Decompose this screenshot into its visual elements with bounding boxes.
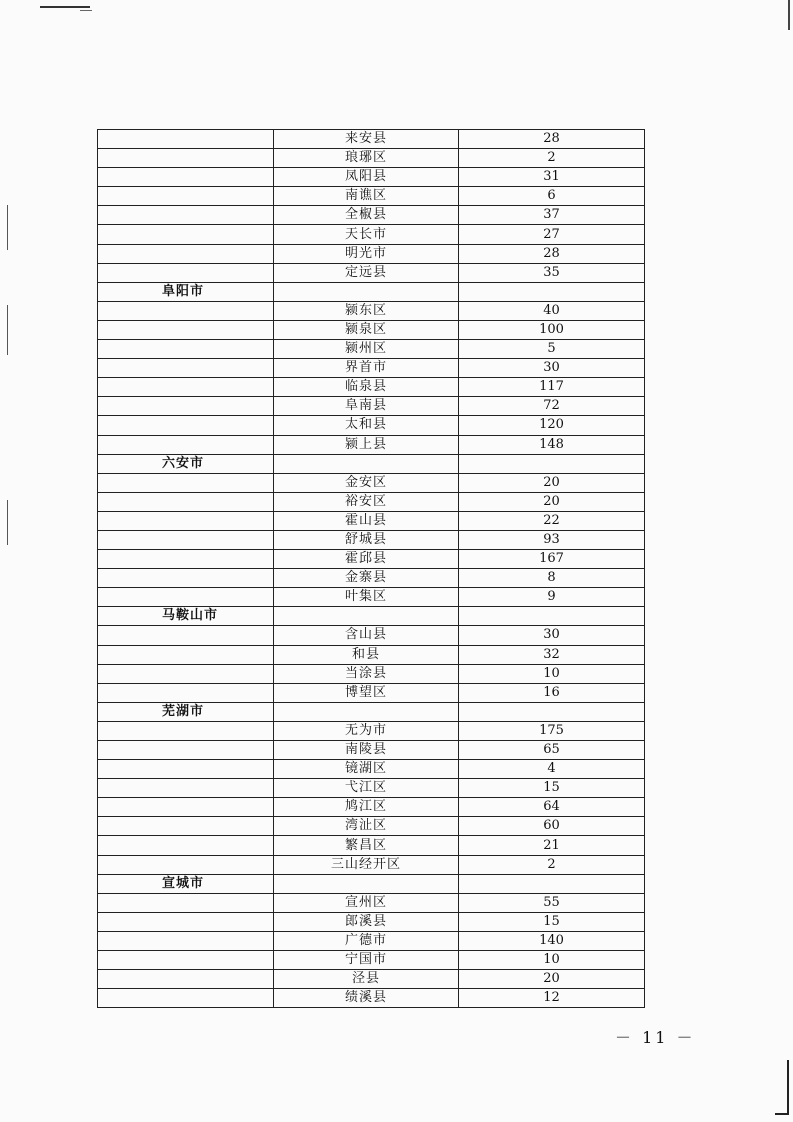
scan-mark	[80, 10, 92, 11]
table-row	[98, 817, 645, 836]
count-cell: 40	[459, 301, 645, 320]
city-name-cell	[98, 206, 274, 225]
count-cell: 20	[459, 970, 645, 989]
count-cell: 72	[459, 397, 645, 416]
city-name-cell	[98, 626, 274, 645]
county-name-cell	[274, 874, 459, 893]
city-name-cell	[98, 931, 274, 950]
table-row	[98, 664, 645, 683]
county-name-cell: 琅琊区	[274, 149, 459, 168]
table-row	[98, 721, 645, 740]
table-row	[98, 779, 645, 798]
table-row	[98, 588, 645, 607]
table-row	[98, 397, 645, 416]
table-row	[98, 244, 645, 263]
city-name-cell	[98, 492, 274, 511]
table-row	[98, 912, 645, 931]
county-name-cell: 全椒县	[274, 206, 459, 225]
table-row	[98, 340, 645, 359]
scan-mark	[787, 1060, 789, 1115]
county-table	[97, 129, 645, 1008]
county-name-cell: 霍山县	[274, 511, 459, 530]
table-row	[98, 378, 645, 397]
county-name-cell: 泾县	[274, 970, 459, 989]
county-name-cell: 宁国市	[274, 951, 459, 970]
table-row	[98, 626, 645, 645]
binding-mark	[7, 500, 8, 545]
county-name-cell: 太和县	[274, 416, 459, 435]
table-row	[98, 206, 645, 225]
table-row	[98, 989, 645, 1008]
city-name-cell	[98, 989, 274, 1008]
city-name-cell	[98, 263, 274, 282]
table-row	[98, 473, 645, 492]
county-name-cell: 裕安区	[274, 492, 459, 511]
table-row	[98, 492, 645, 511]
city-name-cell	[98, 397, 274, 416]
city-name-cell	[98, 187, 274, 206]
count-cell: 167	[459, 550, 645, 569]
city-name-cell	[98, 550, 274, 569]
table-row	[98, 951, 645, 970]
county-name-cell: 颍上县	[274, 435, 459, 454]
count-cell: 93	[459, 530, 645, 549]
table-row	[98, 187, 645, 206]
city-name-cell	[98, 473, 274, 492]
county-name-cell: 颍东区	[274, 301, 459, 320]
county-name-cell: 广德市	[274, 931, 459, 950]
count-cell	[459, 454, 645, 473]
count-cell: 117	[459, 378, 645, 397]
table-row	[98, 301, 645, 320]
table-row	[98, 416, 645, 435]
table-row	[98, 511, 645, 530]
county-name-cell: 凤阳县	[274, 168, 459, 187]
count-cell: 32	[459, 645, 645, 664]
binding-mark	[7, 305, 8, 355]
count-cell	[459, 874, 645, 893]
count-cell: 21	[459, 836, 645, 855]
binding-mark	[7, 205, 8, 250]
table-row	[98, 359, 645, 378]
count-cell: 4	[459, 760, 645, 779]
count-cell: 30	[459, 359, 645, 378]
count-cell: 8	[459, 569, 645, 588]
county-name-cell: 弋江区	[274, 779, 459, 798]
count-cell: 31	[459, 168, 645, 187]
city-name-cell	[98, 836, 274, 855]
county-name-cell	[274, 607, 459, 626]
county-name-cell: 定远县	[274, 263, 459, 282]
count-cell: 55	[459, 893, 645, 912]
city-name-cell	[98, 511, 274, 530]
city-name-cell	[98, 721, 274, 740]
count-cell: 27	[459, 225, 645, 244]
city-name-cell	[98, 149, 274, 168]
table-row	[98, 836, 645, 855]
city-name-cell	[98, 225, 274, 244]
county-name-cell: 舒城县	[274, 530, 459, 549]
county-name-cell: 和县	[274, 645, 459, 664]
count-cell: 148	[459, 435, 645, 454]
page-number: － 11 －	[615, 1028, 696, 1047]
table-row	[98, 741, 645, 760]
table-row	[98, 855, 645, 874]
count-cell: 100	[459, 320, 645, 339]
count-cell: 2	[459, 855, 645, 874]
table-row	[98, 530, 645, 549]
county-name-cell: 含山县	[274, 626, 459, 645]
county-name-cell	[274, 454, 459, 473]
city-name-cell	[98, 779, 274, 798]
count-cell: 28	[459, 130, 645, 149]
table-body	[98, 130, 645, 1008]
table-row	[98, 760, 645, 779]
count-cell: 120	[459, 416, 645, 435]
scan-mark	[775, 1113, 789, 1115]
city-row	[98, 702, 645, 721]
city-name-cell	[98, 244, 274, 263]
city-name-cell	[98, 664, 274, 683]
city-name-cell: 阜阳市	[98, 282, 274, 301]
table-row	[98, 263, 645, 282]
city-name-cell	[98, 130, 274, 149]
county-name-cell: 镜湖区	[274, 760, 459, 779]
county-name-cell: 界首市	[274, 359, 459, 378]
scan-mark	[40, 6, 90, 8]
count-cell: 140	[459, 931, 645, 950]
county-name-cell: 当涂县	[274, 664, 459, 683]
table-row	[98, 931, 645, 950]
table-row	[98, 798, 645, 817]
count-cell: 12	[459, 989, 645, 1008]
city-name-cell	[98, 760, 274, 779]
count-cell: 6	[459, 187, 645, 206]
count-cell	[459, 607, 645, 626]
city-name-cell	[98, 569, 274, 588]
county-name-cell: 三山经开区	[274, 855, 459, 874]
county-name-cell: 宣州区	[274, 893, 459, 912]
table-row	[98, 970, 645, 989]
count-cell: 64	[459, 798, 645, 817]
county-name-cell: 颍州区	[274, 340, 459, 359]
city-name-cell	[98, 817, 274, 836]
county-name-cell: 绩溪县	[274, 989, 459, 1008]
county-name-cell: 南谯区	[274, 187, 459, 206]
count-cell: 9	[459, 588, 645, 607]
city-name-cell	[98, 741, 274, 760]
count-cell: 60	[459, 817, 645, 836]
table-row	[98, 645, 645, 664]
county-name-cell: 无为市	[274, 721, 459, 740]
city-row	[98, 607, 645, 626]
county-name-cell: 霍邱县	[274, 550, 459, 569]
city-name-cell	[98, 530, 274, 549]
count-cell: 35	[459, 263, 645, 282]
city-name-cell: 马鞍山市	[98, 607, 274, 626]
table-row	[98, 225, 645, 244]
count-cell: 175	[459, 721, 645, 740]
count-cell: 22	[459, 511, 645, 530]
city-name-cell	[98, 416, 274, 435]
city-name-cell	[98, 951, 274, 970]
county-name-cell: 叶集区	[274, 588, 459, 607]
city-name-cell	[98, 378, 274, 397]
city-row	[98, 282, 645, 301]
county-name-cell: 来安县	[274, 130, 459, 149]
table-row	[98, 435, 645, 454]
city-name-cell	[98, 912, 274, 931]
county-name-cell: 湾沚区	[274, 817, 459, 836]
county-name-cell: 阜南县	[274, 397, 459, 416]
city-name-cell	[98, 320, 274, 339]
city-name-cell	[98, 798, 274, 817]
count-cell	[459, 282, 645, 301]
table-row	[98, 149, 645, 168]
count-cell: 20	[459, 492, 645, 511]
county-name-cell: 金寨县	[274, 569, 459, 588]
count-cell: 20	[459, 473, 645, 492]
count-cell: 65	[459, 741, 645, 760]
city-name-cell	[98, 340, 274, 359]
count-cell: 15	[459, 912, 645, 931]
county-name-cell: 金安区	[274, 473, 459, 492]
table-row	[98, 320, 645, 339]
table-row	[98, 130, 645, 149]
city-name-cell	[98, 645, 274, 664]
table-row	[98, 168, 645, 187]
table-row	[98, 550, 645, 569]
county-name-cell: 博望区	[274, 683, 459, 702]
table-row	[98, 683, 645, 702]
county-name-cell: 天长市	[274, 225, 459, 244]
county-name-cell: 明光市	[274, 244, 459, 263]
city-name-cell	[98, 435, 274, 454]
city-name-cell	[98, 855, 274, 874]
city-name-cell	[98, 893, 274, 912]
count-cell: 37	[459, 206, 645, 225]
city-name-cell	[98, 588, 274, 607]
city-row	[98, 874, 645, 893]
county-name-cell: 鸠江区	[274, 798, 459, 817]
count-cell	[459, 702, 645, 721]
city-name-cell	[98, 301, 274, 320]
city-name-cell: 宣城市	[98, 874, 274, 893]
city-name-cell: 芜湖市	[98, 702, 274, 721]
city-name-cell	[98, 359, 274, 378]
count-cell: 2	[459, 149, 645, 168]
county-name-cell: 颍泉区	[274, 320, 459, 339]
county-name-cell	[274, 282, 459, 301]
county-name-cell	[274, 702, 459, 721]
county-name-cell: 临泉县	[274, 378, 459, 397]
table-row	[98, 569, 645, 588]
count-cell: 28	[459, 244, 645, 263]
city-name-cell: 六安市	[98, 454, 274, 473]
count-cell: 15	[459, 779, 645, 798]
county-name-cell: 南陵县	[274, 741, 459, 760]
city-row	[98, 454, 645, 473]
county-name-cell: 郎溪县	[274, 912, 459, 931]
table-row	[98, 893, 645, 912]
city-name-cell	[98, 168, 274, 187]
county-name-cell: 繁昌区	[274, 836, 459, 855]
city-name-cell	[98, 683, 274, 702]
city-name-cell	[98, 970, 274, 989]
count-cell: 30	[459, 626, 645, 645]
count-cell: 16	[459, 683, 645, 702]
count-cell: 5	[459, 340, 645, 359]
count-cell: 10	[459, 664, 645, 683]
count-cell: 10	[459, 951, 645, 970]
scan-mark	[788, 0, 790, 30]
